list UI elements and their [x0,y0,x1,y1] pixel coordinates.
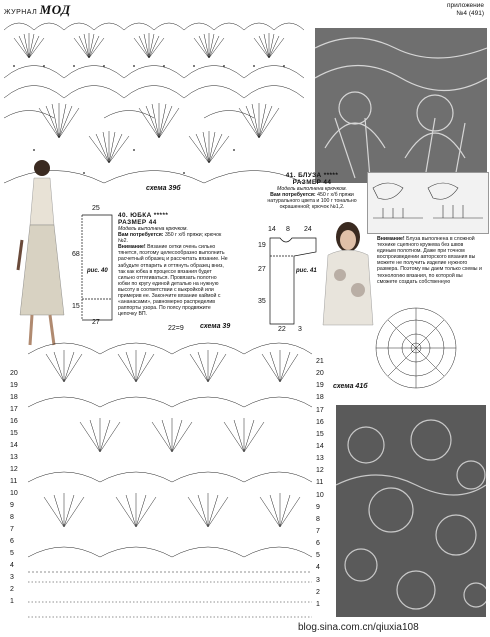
row-number: 18 [10,394,18,401]
row-number: 15 [316,430,324,438]
row-number: 19 [10,382,18,389]
blouse-dim-d1: 14 [268,226,276,233]
row-number: 15 [10,430,18,437]
lace-photo-bottom [336,405,486,617]
lace-photo-bottom-texture [336,405,486,617]
row-number: 21 [316,358,324,365]
model-photo-skirt [10,150,70,350]
row-number: 11 [10,478,18,485]
blouse-attention-label: Внимание! [377,236,405,242]
blouse-attention-text: Блуза выполнена в сложной технике сцепного кружева без швов единым полотном. Даже при точном воспроизведении авторского вязания вы можете не получить изделие нужного размера. Поэтому мы даем только схемы и технологию вязания, по которой вы сможете создать собственную [377,236,482,285]
row-number: 16 [316,418,324,426]
bottom-chart-label: схема 39 [200,323,231,330]
blouse-size: РАЗМЕР 44 [292,179,332,186]
skirt-dim-lower: 15 [72,303,80,310]
row-number: 9 [316,503,320,511]
row-number: 13 [316,455,324,463]
skirt-materials-label: Вам потребуется: [118,232,164,239]
row-number: 6 [316,540,320,548]
row-number: 2 [316,588,320,596]
skirt-number: 40. [118,212,129,219]
row-number: 17 [316,406,324,414]
skirt-dim-bottom: 27 [92,319,100,326]
row-number: 4 [316,564,320,572]
blouse-dim-d8: 3 [298,326,302,333]
row-number: 3 [316,576,320,584]
row-number: 5 [316,552,320,560]
top-chart-label: схема 39б [146,185,181,192]
blouse-title: БЛУЗА [298,172,322,179]
issue-info [447,2,484,18]
row-number: 16 [10,418,18,425]
row-number: 10 [316,491,324,499]
row-number: 12 [10,466,18,473]
stitch-technique-drawing [368,173,488,233]
blouse-materials [262,192,362,210]
blouse-stars: ***** [323,172,339,179]
blouse-dim-d6: 35 [258,298,266,305]
blouse-dim-d7: 22 [278,326,286,333]
model-skirt-figure [10,150,70,350]
row-number: 8 [10,514,14,521]
motif-chart [372,300,460,398]
row-number: 6 [10,538,14,545]
bottom-chart-repeat: 22=9 [168,325,184,332]
blouse-pattern-label: рис. 41 [296,268,317,274]
skirt-pattern-drawing [74,205,116,327]
skirt-dim-height: 68 [72,251,80,258]
row-number: 1 [316,600,320,608]
row-number: 8 [316,515,320,523]
row-number: 17 [10,406,18,413]
blouse-dim-d3: 24 [304,226,312,233]
blouse-materials-label: Вам потребуется: [270,192,316,199]
row-number: 9 [10,502,14,509]
skirt-heading [118,212,228,219]
skirt-dim-top: 25 [92,205,100,212]
row-number: 14 [10,442,18,449]
blouse-number: 41. [285,172,296,179]
row-number: 2 [10,586,14,593]
row-number: 1 [10,598,14,605]
model-photo-blouse [318,215,376,333]
motif-chart-label: схема 41б [333,383,368,390]
row-number: 5 [10,550,14,557]
row-number: 18 [316,394,324,402]
magazine-logo: МОД [39,2,71,17]
magazine-prefix: ЖУРНАЛ [4,9,38,16]
watermark: blog.sina.com.cn/qiuxia108 [298,622,419,633]
motif-chart-drawing [372,300,460,398]
stitch-technique-diagram [367,172,489,234]
lace-photo-top-texture [315,28,487,183]
skirt-attention-label: Внимание! [118,244,146,251]
row-number: 3 [10,574,14,581]
row-number: 10 [10,490,18,497]
skirt-attention-text: Вязание сетки очень сильно тянется, поэтому целесообразно выполнить расчетный образец и рассчитать вязание. Не забудьте отпарить и оттянуть образец вниз, так как юбка в процессе вязания будет сильно оттягиваться. Провязать полотно юбки по кругу единой деталью на нужную высоту в соответствии с выкройкой или примерив ее. Закончите вязание каймой с «ананасами», равномерно распределив раппорты узора. По поясу продвяжите цепочку ВП. [118,244,228,318]
row-number: 7 [10,526,14,533]
blouse-dim-d2: 8 [286,226,290,233]
lace-photo-top [315,28,487,183]
supplement-label: приложение [447,2,484,9]
blouse-materials-text: 450 г х/б пряжи натурального цвета и 100 г тонально окрашенной; крючок №1,2. [267,192,357,211]
bottom-crochet-chart [28,332,312,622]
blouse-heading [262,172,362,179]
row-number: 19 [316,382,324,390]
skirt-attention [118,244,228,317]
blouse-section [262,172,362,210]
row-number: 20 [316,370,324,378]
blouse-attention [377,236,483,285]
blouse-technique: Модель выполнена крючком. [277,186,347,192]
skirt-pattern-diagram [74,205,116,327]
issue-number: №4 (491) [456,10,484,17]
skirt-title: ЮБКА [130,212,152,219]
skirt-materials [118,232,228,244]
row-number: 12 [316,467,324,475]
blouse-dim-d4: 19 [258,242,266,249]
row-number: 13 [10,454,18,461]
skirt-section [118,212,228,317]
skirt-pattern-label: рис. 40 [87,268,108,274]
skirt-size: РАЗМЕР 44 [118,219,157,226]
row-number: 14 [316,443,324,450]
skirt-stars: ***** [153,212,169,219]
skirt-technique: Модель выполнена крючком. [118,226,188,232]
model-blouse-figure [318,215,376,333]
row-number: 7 [316,528,320,535]
skirt-materials-text: 350 г х/б пряжи; крючок №2. [118,232,222,245]
row-number: 20 [10,370,18,377]
row-number: 4 [10,562,14,569]
magazine-masthead [4,2,71,18]
row-number: 11 [316,479,324,487]
bottom-chart-drawing [28,332,312,622]
blouse-dim-d5: 27 [258,266,266,273]
